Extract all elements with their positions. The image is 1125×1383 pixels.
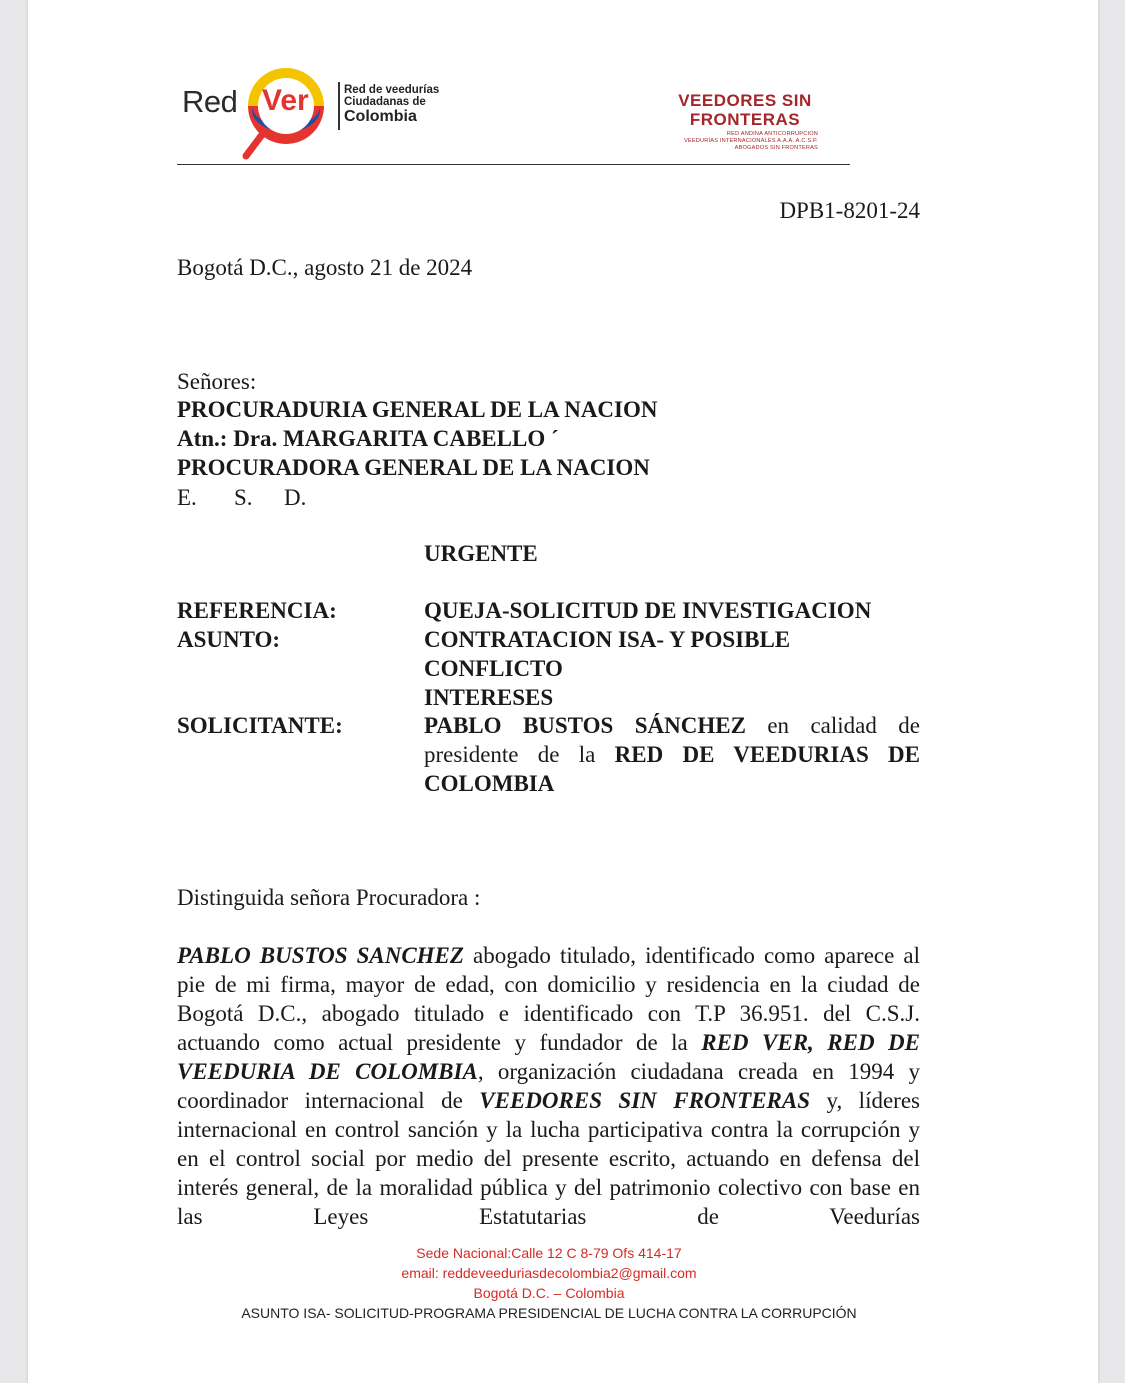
redver-tag-line2: Ciudadanas de (344, 96, 426, 108)
recipient-line2: Atn.: Dra. MARGARITA CABELLO ´ (177, 426, 559, 451)
header-divider (177, 164, 850, 165)
referencia-label: REFERENCIA: (177, 598, 337, 623)
vsf-small-line3: ABOGADOS SIN FRONTERAS (734, 145, 818, 151)
footer (200, 1243, 898, 1323)
redver-logo (180, 62, 440, 162)
redver-word-red: Red (182, 84, 238, 119)
redver-tag-line1: Red de veedurías (344, 84, 440, 96)
footer-city: Bogotá D.C. – Colombia (473, 1285, 625, 1301)
asunto-text (424, 596, 920, 712)
esd-s: S. (234, 485, 253, 510)
footer-address: Sede Nacional:Calle 12 C 8-79 Ofs 414-17 (416, 1245, 682, 1261)
redver-tag-line3: Colombia (344, 108, 417, 125)
vsf-title-line2: FRONTERAS (689, 110, 801, 129)
body-name: PABLO BUSTOS SANCHEZ (177, 943, 464, 968)
redver-divider (338, 82, 340, 130)
body-org2: VEEDORES SIN FRONTERAS (479, 1088, 811, 1113)
redver-word-ver: Ver (262, 84, 309, 117)
footer-subject: ASUNTO ISA- SOLICITUD-PROGRAMA PRESIDENCIAL DE LUCHA CONTRA LA CORRUPCIÓN (241, 1305, 857, 1321)
solicitante-text1: en calidad de presidente de la (424, 713, 920, 767)
esd-d: D. (284, 485, 307, 510)
body-org1: RED VER, RED DE VEEDURIA DE COLOMBIA (177, 1030, 920, 1084)
recipient-esd (177, 483, 306, 512)
solicitante-label: SOLICITANTE: (177, 713, 343, 738)
solicitante-org: RED DE VEEDURIAS DE COLOMBIA (424, 742, 920, 796)
asunto-line1: QUEJA-SOLICITUD DE INVESTIGACION (424, 598, 872, 623)
solicitante-text (424, 711, 920, 798)
esd-e: E. (177, 485, 197, 510)
date-line: Bogotá D.C., agosto 21 de 2024 (177, 255, 473, 280)
recipient-line1: PROCURADURIA GENERAL DE LA NACION (177, 397, 658, 422)
body-paragraph (177, 941, 920, 1231)
urgent-label: URGENTE (424, 541, 538, 566)
vsf-logo (672, 91, 818, 157)
vsf-title-line1: VEEDORES SIN (678, 91, 812, 110)
recipient-salutation: Señores: (177, 369, 257, 394)
body-part2: , organización ciudadana creada en 1994 y coordinador internacional de (177, 1059, 920, 1113)
asunto-line2: CONTRATACION ISA- Y POSIBLE CONFLICTO (424, 627, 791, 681)
redver-tagline (344, 84, 444, 126)
greeting: Distinguida señora Procuradora : (177, 885, 481, 910)
solicitante-name: PABLO BUSTOS SÁNCHEZ (424, 713, 746, 738)
vsf-small-line2: VEEDURÍAS INTERNACIONALES A.A.A. A.C.S.P. (684, 138, 818, 144)
body-part3: y, líderes internacional en control sanción y la lucha participativa contra la corrupción y en el control social por medio del presente escrito, actuando en defensa del interés general, de la moralidad pública y del patrimonio colectivo con base en las Leyes Estatutarias de Veedurías (177, 1088, 920, 1229)
footer-email: email: reddeveeduriasdecolombia2@gmail.com (401, 1265, 697, 1281)
reference-code: DPB1-8201-24 (779, 198, 920, 223)
vsf-small-line1: RED ANDINA ANTICORRUPCION (726, 131, 818, 137)
asunto-label: ASUNTO: (177, 627, 281, 652)
body-part1: abogado titulado, identificado como aparece al pie de mi firma, mayor de edad, con domicilio y residencia en la ciudad de Bogotá D.C., abogado titulado e identificado con T.P 36.951. del C.S.J. actuando como actual presidente y fundador de la (177, 943, 920, 1055)
asunto-line3: INTERESES (424, 685, 554, 710)
recipient-line3: PROCURADORA GENERAL DE LA NACION (177, 455, 650, 480)
